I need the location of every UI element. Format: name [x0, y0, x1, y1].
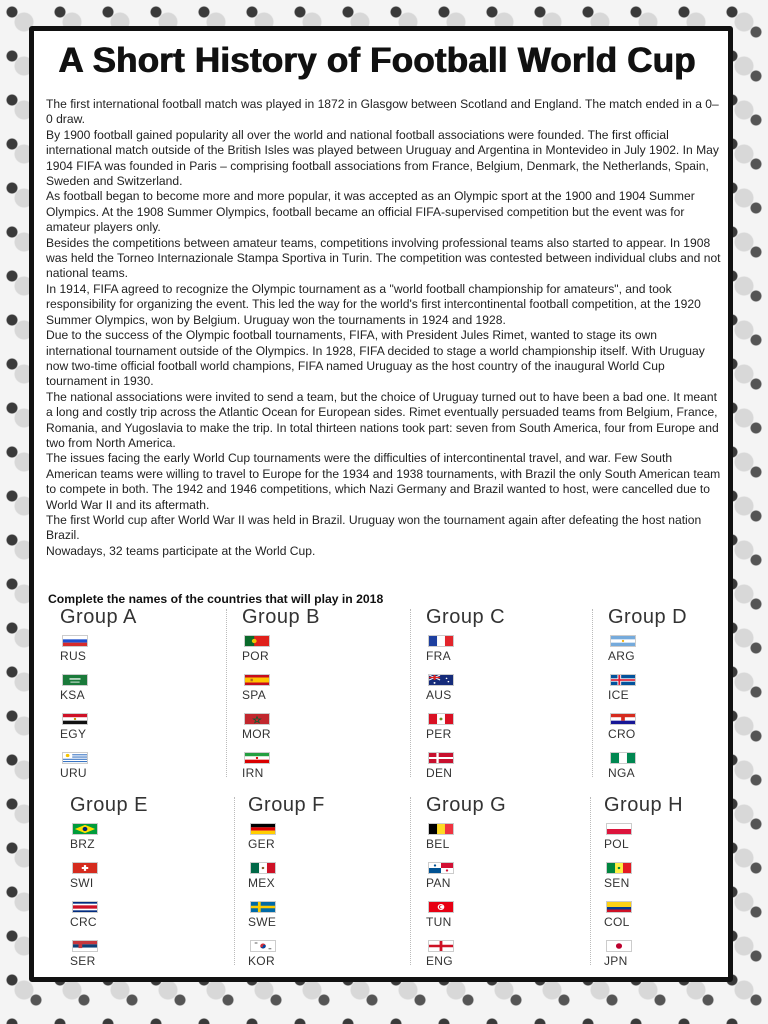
team-code: SEN — [604, 876, 630, 890]
column-divider — [410, 797, 412, 965]
group-c — [426, 606, 566, 791]
team-code: SWE — [248, 915, 277, 929]
peru-flag-icon — [428, 713, 454, 725]
team-entry — [242, 752, 382, 791]
team-code: SPA — [242, 688, 267, 702]
team-entry — [604, 940, 744, 979]
team-code: BEL — [426, 837, 450, 851]
team-code: ARG — [608, 649, 635, 663]
sweden-flag-icon — [250, 901, 276, 913]
group-e — [70, 794, 210, 979]
team-code: JPN — [604, 954, 628, 968]
group-title: Group E — [70, 794, 148, 816]
team-entry — [604, 901, 744, 940]
england-flag-icon — [428, 940, 454, 952]
worksheet — [29, 26, 733, 982]
group-title: Group B — [242, 606, 320, 628]
team-entry — [248, 940, 388, 979]
team-entry — [248, 862, 388, 901]
team-code: EGY — [60, 727, 87, 741]
japan-flag-icon — [606, 940, 632, 952]
history-text — [46, 97, 722, 559]
nigeria-flag-icon — [610, 752, 636, 764]
group-title: Group F — [248, 794, 325, 816]
group-title: Group G — [426, 794, 507, 816]
team-entry — [70, 823, 210, 862]
belgium-flag-icon — [428, 823, 454, 835]
poland-flag-icon — [606, 823, 632, 835]
colombia-flag-icon — [606, 901, 632, 913]
team-code: DEN — [426, 766, 453, 780]
group-d — [608, 606, 748, 791]
brazil-flag-icon — [72, 823, 98, 835]
paragraph: The national associations were invited to send a team, but the choice of Uruguay turned out to have been a bad one. It meant a long and costly trip across the Atlantic Ocean for European sides. Rimet eventually persuaded teams from Belgium, France, Romania, and Yugoslavia to make the trip. In total thirteen nations took part: seven from South America, four from Europe and two from North America. — [46, 389, 719, 450]
tunisia-flag-icon — [428, 901, 454, 913]
team-code: URU — [60, 766, 87, 780]
column-divider — [234, 797, 236, 965]
uruguay-flag-icon — [62, 752, 88, 764]
team-entry — [242, 674, 382, 713]
team-entry — [426, 674, 566, 713]
korea-flag-icon — [250, 940, 276, 952]
team-code: SER — [70, 954, 96, 968]
group-g — [426, 794, 566, 979]
paragraph: Nowadays, 32 teams participate at the World Cup. — [46, 543, 316, 558]
spain-flag-icon — [244, 674, 270, 686]
switzerland-flag-icon — [72, 862, 98, 874]
team-entry — [70, 862, 210, 901]
group-title: Group D — [608, 606, 688, 628]
team-code: KOR — [248, 954, 275, 968]
team-code: MOR — [242, 727, 271, 741]
mexico-flag-icon — [250, 862, 276, 874]
group-title: Group C — [426, 606, 506, 628]
team-code: CRO — [608, 727, 636, 741]
team-entry — [426, 752, 566, 791]
team-entry — [604, 823, 744, 862]
morocco-flag-icon — [244, 713, 270, 725]
team-code: ENG — [426, 954, 453, 968]
argentina-flag-icon — [610, 635, 636, 647]
team-entry — [608, 752, 748, 791]
iceland-flag-icon — [610, 674, 636, 686]
team-entry — [426, 862, 566, 901]
page-title: A Short History of Football World Cup — [58, 41, 696, 80]
denmark-flag-icon — [428, 752, 454, 764]
team-code: NGA — [608, 766, 635, 780]
croatia-flag-icon — [610, 713, 636, 725]
team-entry — [248, 901, 388, 940]
paragraph: Due to the success of the Olympic football tournaments, FIFA, with President Jules Rimet, wanted to stage its own international tournament outside of the Olympics. In 1928, FIFA decided to stage a world championship itself. With Uruguay now two-time official football world champions, FIFA named Uruguay as the host country of the inaugural World Cup tournament in 1930. — [46, 328, 705, 389]
team-entry — [70, 940, 210, 979]
team-code: RUS — [60, 649, 87, 663]
team-entry — [426, 940, 566, 979]
team-entry — [248, 823, 388, 862]
group-title: Group H — [604, 794, 684, 816]
team-entry — [60, 635, 200, 674]
team-code: ICE — [608, 688, 629, 702]
team-code: COL — [604, 915, 630, 929]
team-code: AUS — [426, 688, 452, 702]
column-divider — [410, 609, 412, 777]
germany-flag-icon — [250, 823, 276, 835]
team-entry — [242, 713, 382, 752]
team-entry — [608, 674, 748, 713]
group-b — [242, 606, 382, 791]
costa-rica-flag-icon — [72, 901, 98, 913]
france-flag-icon — [428, 635, 454, 647]
russia-flag-icon — [62, 635, 88, 647]
portugal-flag-icon — [244, 635, 270, 647]
paragraph: Besides the competitions between amateur teams, competitions involving professional teams also started to appear. In 1908 was held the Torneo Internazionale Stampa Sportiva in Turin. The competition was contested between individual clubs and not national teams. — [46, 235, 721, 281]
team-code: PAN — [426, 876, 451, 890]
team-entry — [426, 823, 566, 862]
column-divider — [590, 797, 592, 965]
group-a — [60, 606, 200, 791]
team-entry — [426, 635, 566, 674]
team-entry — [60, 674, 200, 713]
team-code: POR — [242, 649, 269, 663]
group-title: Group A — [60, 606, 137, 628]
paragraph: The issues facing the early World Cup tournaments were the difficulties of intercontinental travel, and war. Few South American teams were willing to travel to Europe for the 1934 and 1938 tournaments, with Brazil the only South American team to compete in both. The 1942 and 1946 competitions, which Nazi Germany and Brazil wanted to host, were cancelled due to World War II and its aftermath. — [46, 451, 721, 512]
team-entry — [70, 901, 210, 940]
team-code: MEX — [248, 876, 275, 890]
team-entry — [608, 713, 748, 752]
group-f — [248, 794, 388, 979]
australia-flag-icon — [428, 674, 454, 686]
team-code: CRC — [70, 915, 97, 929]
team-code: KSA — [60, 688, 85, 702]
iran-flag-icon — [244, 752, 270, 764]
team-code: IRN — [242, 766, 264, 780]
paragraph: The first World cup after World War II was held in Brazil. Uruguay won the tournament again after defeating the host nation Brazil. — [46, 512, 702, 543]
team-code: SWI — [70, 876, 94, 890]
team-code: PER — [426, 727, 452, 741]
serbia-flag-icon — [72, 940, 98, 952]
team-code: TUN — [426, 915, 452, 929]
team-entry — [60, 752, 200, 791]
panama-flag-icon — [428, 862, 454, 874]
team-entry — [426, 901, 566, 940]
paragraph: By 1900 football gained popularity all over the world and national football associations were founded. The first official international match outside of the British Isles was played between Uruguay and Argentina in Montevideo in July 1902. In May 1904 FIFA was founded in Paris – comprising football associations from France, Belgium, Denmark, the Netherlands, Spain, Sweden and Switzerland. — [46, 127, 719, 189]
team-entry — [604, 862, 744, 901]
team-entry — [60, 713, 200, 752]
egypt-flag-icon — [62, 713, 88, 725]
exercise-instruction: Complete the names of the countries that will play in 2018 — [48, 592, 384, 606]
team-code: GER — [248, 837, 275, 851]
senegal-flag-icon — [606, 862, 632, 874]
team-code: FRA — [426, 649, 451, 663]
paragraph: As football began to become more and more popular, it was accepted as an Olympic sport at the 1900 and 1904 Summer Olympics. At the 1908 Summer Olympics, football became an official FIFA-supervised competition but the event was for amateur players only. — [46, 189, 695, 235]
group-h — [604, 794, 744, 979]
column-divider — [226, 609, 228, 777]
team-entry — [242, 635, 382, 674]
paragraph: The first international football match was played in 1872 in Glasgow between Scotland and England. The match ended in a 0–0 draw. — [46, 97, 719, 127]
paragraph: In 1914, FIFA agreed to recognize the Olympic tournament as a "world football championship for amateurs", and took responsibility for organizing the event. This led the way for the world's first intercontinental football competition, at the 1920 Summer Olympics, won by Belgium. Uruguay won the tournaments in 1924 and 1928. — [46, 281, 701, 327]
team-entry — [608, 635, 748, 674]
team-code: BRZ — [70, 837, 95, 851]
team-code: POL — [604, 837, 629, 851]
team-entry — [426, 713, 566, 752]
column-divider — [592, 609, 594, 777]
saudi-flag-icon — [62, 674, 88, 686]
